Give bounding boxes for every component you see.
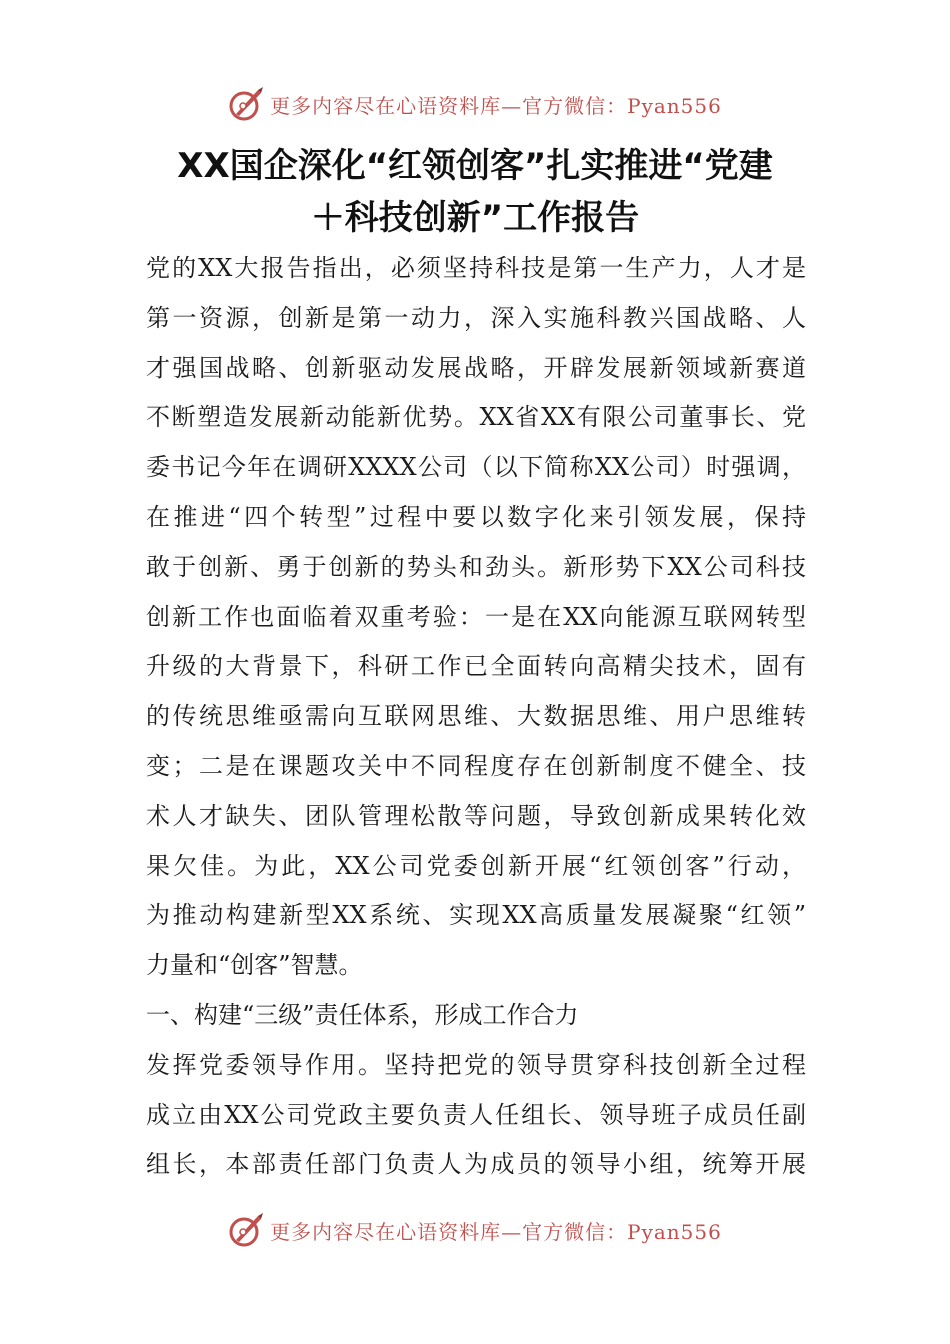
body-line: 敢于创新、勇于创新的势头和劲头。新形势下XX公司科技 (146, 552, 806, 581)
title-line-1: XX国企深化“红领创客”扎实推进“党建 (177, 146, 773, 186)
body-line: 第一资源，创新是第一动力，深入实施科教兴国战略、人 (146, 303, 806, 332)
body-line: 创新工作也面临着双重考验：一是在XX向能源互联网转型 (146, 602, 806, 631)
body-line: 不断塑造发展新动能新优势。XX省XX有限公司董事长、党 (146, 403, 806, 432)
body-line: 术人才缺失、团队管理松散等问题，导致创新成果转化效 (146, 801, 806, 830)
banner-text: 更多内容尽在心语资料库—官方微信：Pyan556 (270, 1219, 722, 1244)
body-line: 在推进“四个转型”过程中要以数字化来引领发展，保持 (146, 502, 806, 531)
footer-banner (0, 1208, 950, 1252)
banner-text: 更多内容尽在心语资料库—官方微信：Pyan556 (270, 93, 722, 118)
body-line: 变；二是在课题攻关中不同程度存在创新制度不健全、技 (146, 751, 806, 780)
body-line: 成立由XX公司党政主要负责人任组长、领导班子成员任副 (146, 1100, 806, 1129)
quill-pen-icon (228, 1212, 264, 1248)
section-heading: 一、构建“三级”责任体系，形成工作合力 (146, 1000, 579, 1029)
body-line: 升级的大背景下，科研工作已全面转向高精尖技术，固有 (146, 652, 806, 681)
body-line: 才强国战略、创新驱动发展战略，开辟发展新领域新赛道 (146, 353, 806, 382)
body-line: 的传统思维亟需向互联网思维、大数据思维、用户思维转 (146, 702, 806, 731)
body-line: 发挥党委领导作用。坚持把党的领导贯穿科技创新全过程 (146, 1050, 806, 1079)
body-line: 组长，本部责任部门负责人为成员的领导小组，统筹开展 (146, 1150, 806, 1179)
quill-pen-icon (228, 86, 264, 122)
header-banner (0, 82, 950, 126)
body-line: 果欠佳。为此，XX公司党委创新开展“红领创客”行动， (146, 851, 806, 880)
document-title (110, 140, 840, 244)
body-line: 为推动构建新型XX系统、实现XX高质量发展凝聚“红领” (146, 901, 806, 930)
body-line: 委书记今年在调研XXXX公司（以下简称XX公司）时强调， (146, 453, 806, 482)
body-line: 力量和“创客”智慧。 (146, 951, 363, 980)
document-body (146, 244, 806, 1190)
body-line: 党的XX大报告指出，必须坚持科技是第一生产力，人才是 (146, 254, 806, 282)
title-line-2: ＋科技创新”工作报告 (310, 198, 640, 238)
